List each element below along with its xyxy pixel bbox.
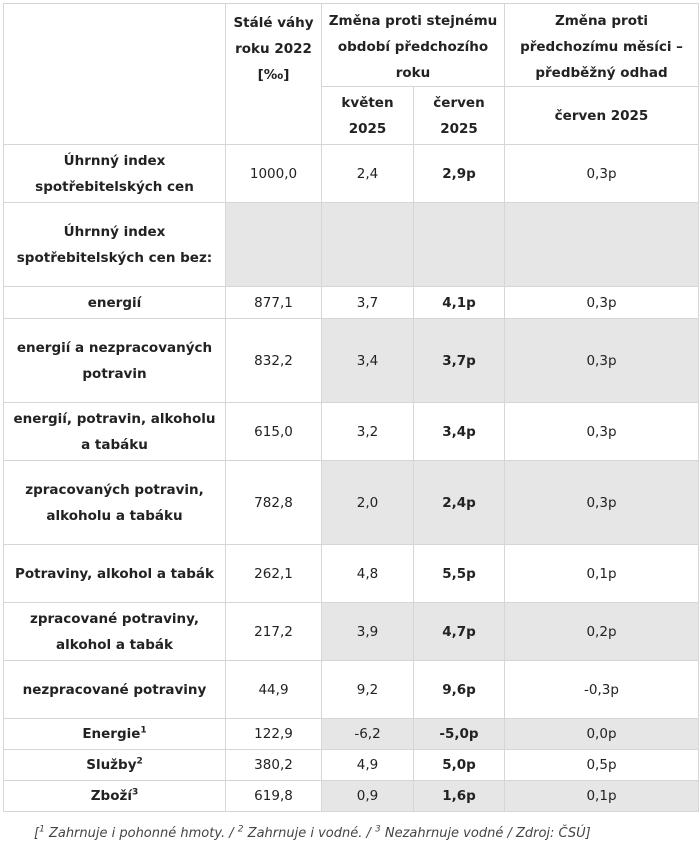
may-cell: 4,9 [322, 750, 414, 781]
table-row [4, 461, 699, 545]
mom-cell: -0,3p [505, 661, 699, 719]
mom-cell: 0,3p [505, 461, 699, 545]
header-empty-cell [4, 4, 226, 145]
header-june: červen 2025 [414, 87, 505, 145]
weight-cell: 122,9 [226, 719, 322, 750]
may-cell: -6,2 [322, 719, 414, 750]
mom-cell: 0,3p [505, 287, 699, 319]
june-cell: 5,0p [414, 750, 505, 781]
mom-cell: 0,5p [505, 750, 699, 781]
row-label-text: zpracované potraviny, alkohol a tabák [29, 610, 200, 653]
june-cell: 5,5p [414, 545, 505, 603]
may-cell: 9,2 [322, 661, 414, 719]
footnote-text-1: Zahrnuje i pohonné hmoty. / [44, 826, 238, 841]
weight-cell: 262,1 [226, 545, 322, 603]
row-label-footnote-mark: 2 [136, 756, 143, 767]
footnote-sup-3: 3 [375, 824, 381, 835]
footnote [34, 826, 591, 841]
header-june-mom: červen 2025 [505, 87, 699, 145]
may-cell: 3,9 [322, 603, 414, 661]
table-row [4, 287, 699, 319]
mom-cell: 0,3p [505, 403, 699, 461]
mom-cell: 0,2p [505, 603, 699, 661]
may-cell: 0,9 [322, 781, 414, 812]
may-cell: 3,4 [322, 319, 414, 403]
row-label [4, 661, 226, 719]
june-cell: 9,6p [414, 661, 505, 719]
row-label-text: Energie [82, 726, 141, 742]
mom-cell: 0,1p [505, 781, 699, 812]
row-label-text: Služby [86, 757, 137, 773]
header-mom: Změna proti předchozímu měsíci – předběžný odhad [505, 4, 699, 87]
june-cell: 2,9p [414, 145, 505, 203]
row-label [4, 781, 226, 812]
may-cell: 2,4 [322, 145, 414, 203]
june-cell: 3,4p [414, 403, 505, 461]
row-label [4, 145, 226, 203]
row-label-text: energií [87, 294, 142, 311]
row-label-text: nezpracované potraviny [22, 681, 207, 698]
weight-cell: 44,9 [226, 661, 322, 719]
table-row [4, 781, 699, 812]
june-cell: 3,7p [414, 319, 505, 403]
row-label-text: Zboží [90, 788, 132, 804]
weight-cell [226, 203, 322, 287]
june-cell: 1,6p [414, 781, 505, 812]
june-cell [414, 203, 505, 287]
row-label [4, 461, 226, 545]
row-label-text: Úhrnný index spotřebitelských cen [35, 152, 194, 195]
footnote-text-3: Nezahrnuje vodné / Zdroj: ČSÚ] [380, 826, 591, 841]
footnote-sup-1: 1 [39, 824, 45, 835]
row-label-text: energií a nezpracovaných potravin [16, 339, 213, 382]
footnote-bracket: [ [34, 826, 40, 841]
table-row [4, 750, 699, 781]
weight-cell: 217,2 [226, 603, 322, 661]
may-cell: 2,0 [322, 461, 414, 545]
row-label-text: zpracovaných potravin, alkoholu a tabáku [25, 481, 204, 524]
row-label [4, 545, 226, 603]
table-row [4, 145, 699, 203]
row-label [4, 203, 226, 287]
table-row [4, 319, 699, 403]
row-label-text: Potraviny, alkohol a tabák [15, 565, 214, 582]
row-label [4, 287, 226, 319]
may-cell [322, 203, 414, 287]
may-cell: 4,8 [322, 545, 414, 603]
footnote-sup-2: 2 [237, 824, 244, 835]
row-label-text: energií, potravin, alkoholu a tabáku [13, 410, 216, 453]
table-row [4, 545, 699, 603]
row-label-footnote-mark: 1 [140, 725, 147, 736]
header-may: květen 2025 [322, 87, 414, 145]
weight-cell: 877,1 [226, 287, 322, 319]
row-label [4, 719, 226, 750]
mom-cell: 0,3p [505, 145, 699, 203]
cpi-table [3, 3, 699, 812]
row-label [4, 319, 226, 403]
june-cell: 4,1p [414, 287, 505, 319]
header-weights: Stálé váhy roku 2022 [‰] [226, 4, 322, 145]
header-yoy: Změna proti stejnému období předchozího roku [322, 4, 505, 87]
table-row [4, 603, 699, 661]
weight-cell: 782,8 [226, 461, 322, 545]
weight-cell: 380,2 [226, 750, 322, 781]
row-label [4, 403, 226, 461]
may-cell: 3,7 [322, 287, 414, 319]
weight-cell: 1000,0 [226, 145, 322, 203]
row-label [4, 750, 226, 781]
table-row [4, 403, 699, 461]
row-label [4, 603, 226, 661]
table-row [4, 719, 699, 750]
table-row [4, 203, 699, 287]
may-cell: 3,2 [322, 403, 414, 461]
mom-cell: 0,0p [505, 719, 699, 750]
june-cell: -5,0p [414, 719, 505, 750]
mom-cell: 0,1p [505, 545, 699, 603]
june-cell: 4,7p [414, 603, 505, 661]
mom-cell: 0,3p [505, 319, 699, 403]
row-label-footnote-mark: 3 [131, 787, 139, 798]
june-cell: 2,4p [414, 461, 505, 545]
table-row [4, 661, 699, 719]
row-label-text: Úhrnný index spotřebitelských cen bez: [16, 223, 213, 266]
weight-cell: 615,0 [226, 403, 322, 461]
weight-cell: 832,2 [226, 319, 322, 403]
footnote-text-2: Zahrnuje i vodné. / [243, 826, 375, 841]
weight-cell: 619,8 [226, 781, 322, 812]
mom-cell [505, 203, 699, 287]
